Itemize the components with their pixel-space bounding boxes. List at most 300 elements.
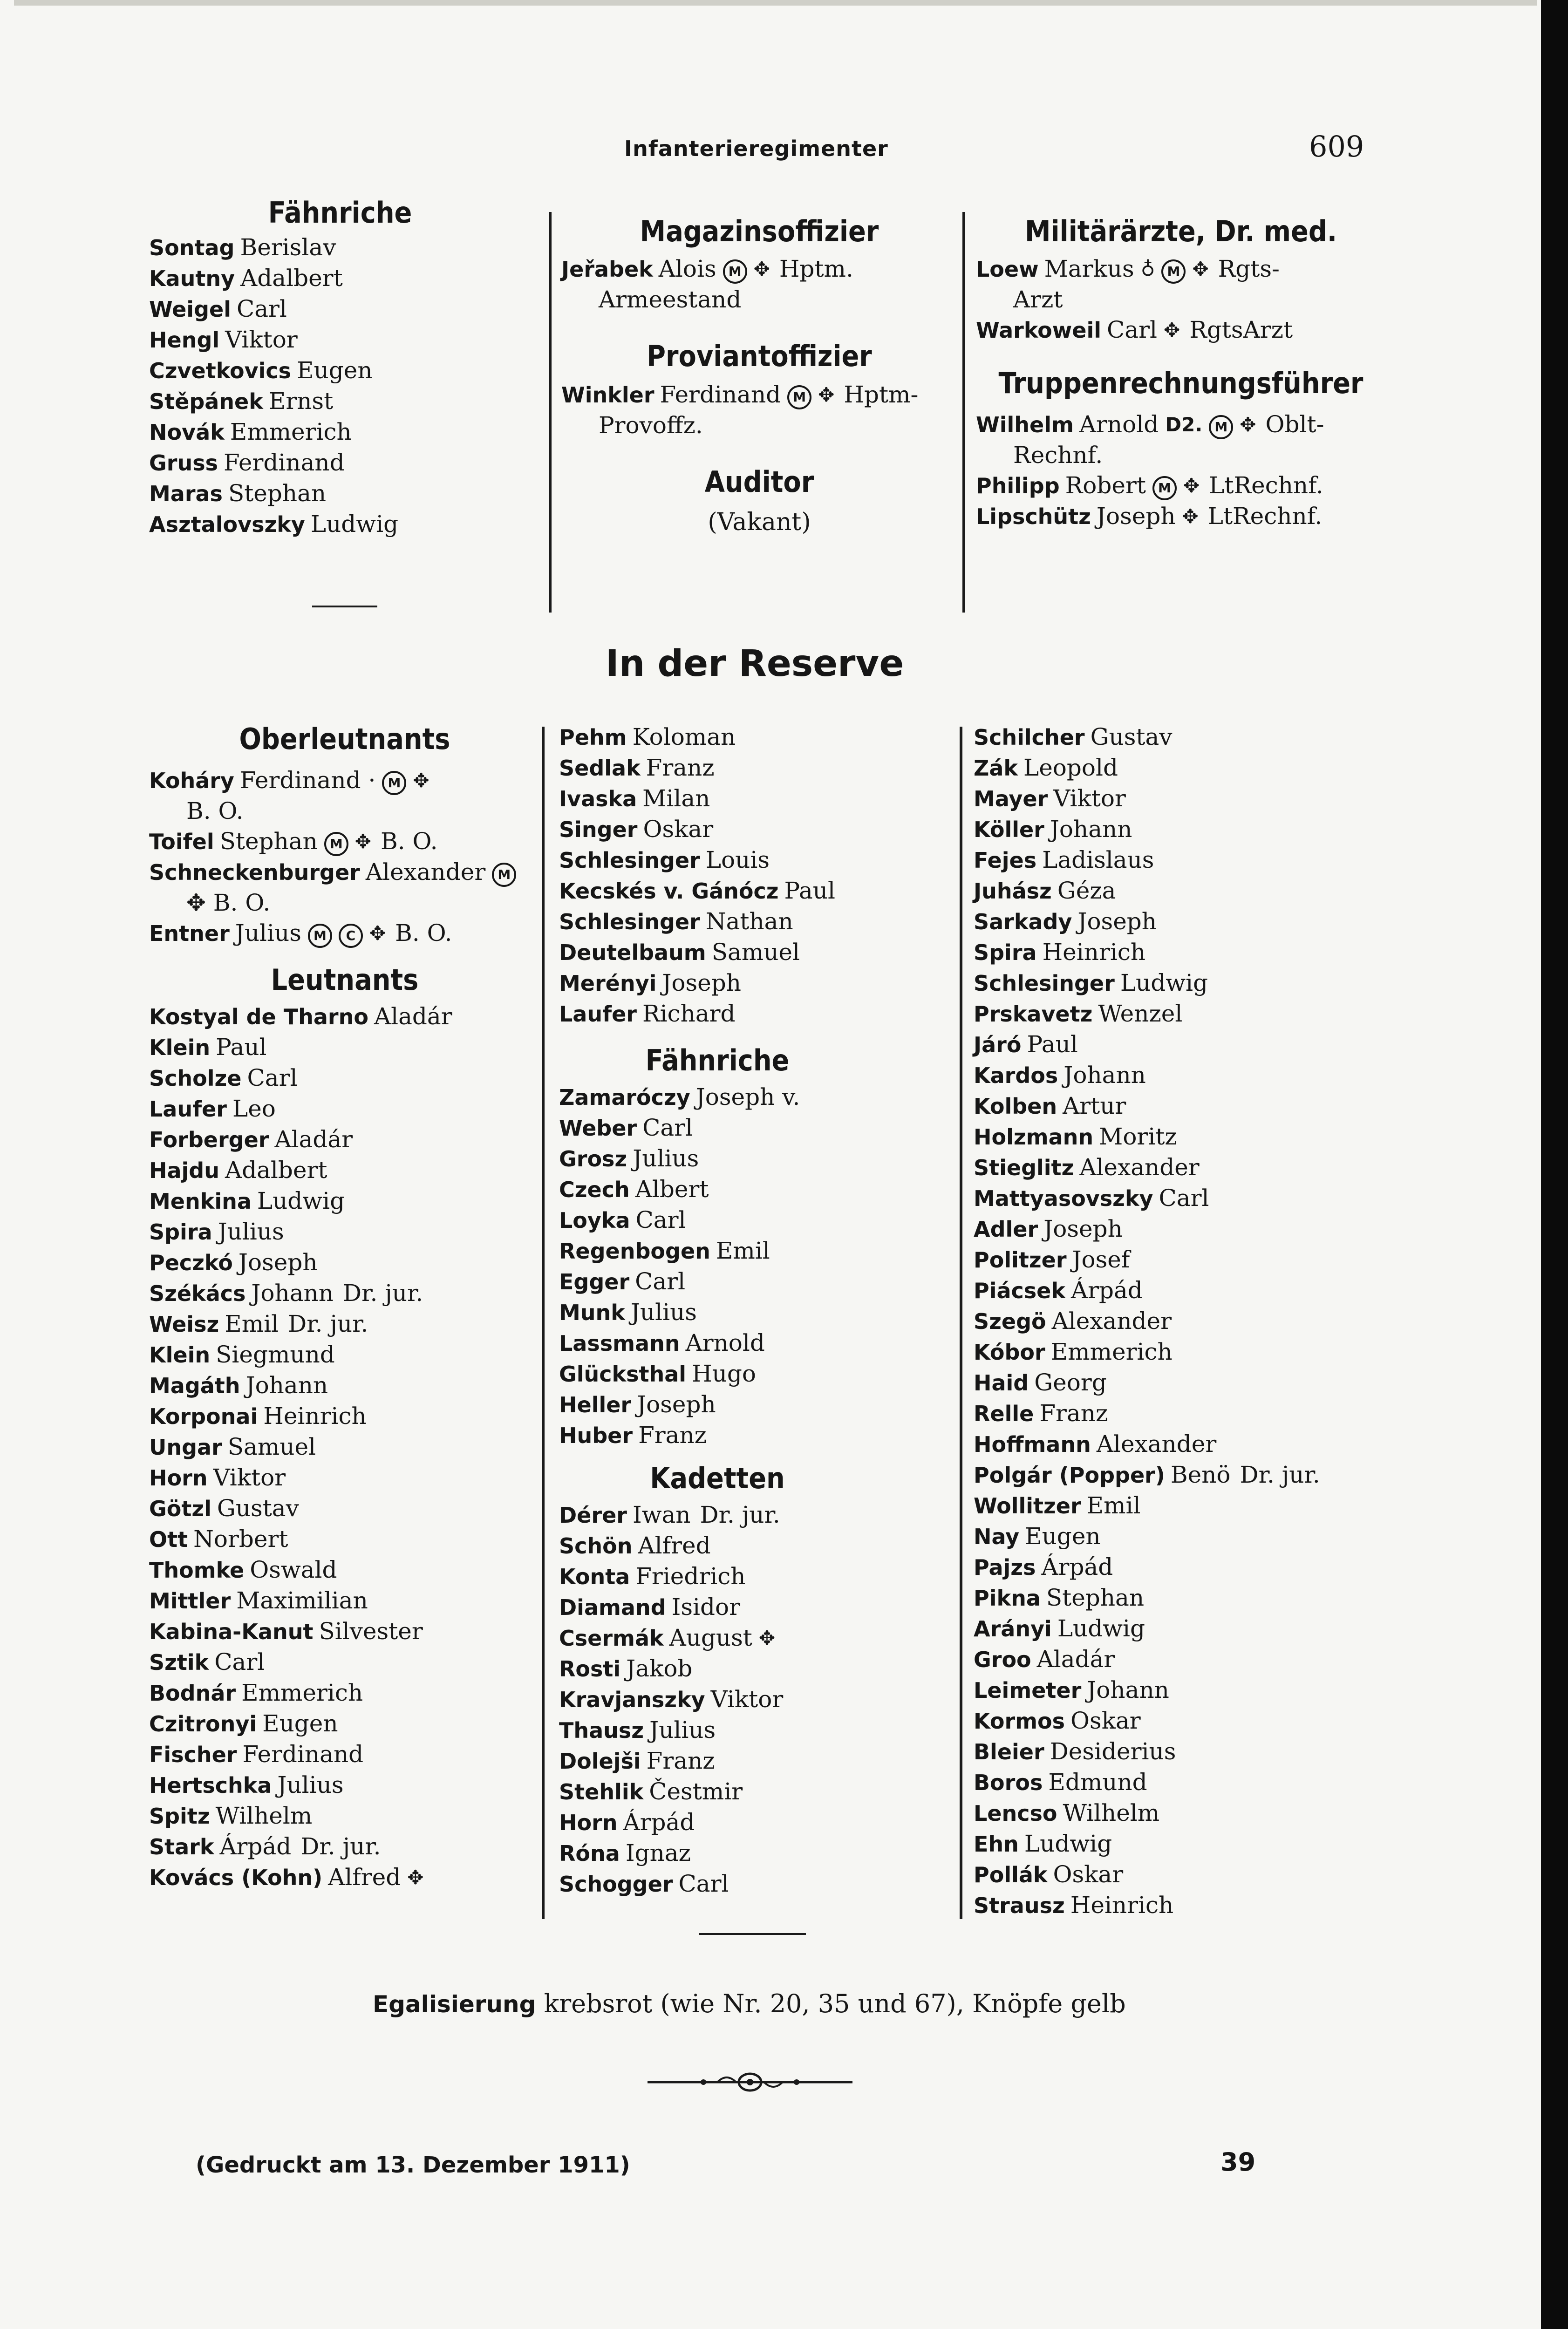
given-name: Paul bbox=[784, 877, 835, 904]
list-item bbox=[149, 1586, 540, 1616]
given-name: Oswald bbox=[250, 1556, 337, 1583]
given-name: Josef bbox=[1072, 1246, 1130, 1273]
surname: Pehm bbox=[559, 725, 627, 750]
list-item bbox=[149, 1678, 540, 1709]
given-name: Albert bbox=[635, 1176, 709, 1203]
list-item bbox=[974, 1737, 1393, 1767]
reserve-faehnriche-heading: Fähnriche bbox=[645, 1043, 790, 1077]
cross-icon: ✥ bbox=[369, 922, 386, 945]
list-item bbox=[559, 1328, 950, 1359]
list-item bbox=[559, 1082, 950, 1113]
given-name: Stephan bbox=[1046, 1584, 1145, 1611]
given-name: Adalbert bbox=[240, 265, 343, 292]
rank: Oblt- bbox=[1265, 411, 1324, 438]
list-item bbox=[149, 765, 540, 826]
given-name: Árpád bbox=[219, 1833, 292, 1860]
given-name: Franz bbox=[646, 754, 715, 781]
surname: Járó bbox=[974, 1032, 1022, 1057]
given-name: Edmund bbox=[1048, 1769, 1147, 1796]
proviantoffizier-list bbox=[561, 380, 957, 441]
cross-icon: ✥ bbox=[1163, 319, 1180, 341]
reserve-middle-column bbox=[559, 722, 950, 1900]
given-name: Aladár bbox=[1036, 1646, 1115, 1673]
list-item bbox=[559, 1838, 950, 1869]
surname: Diamand bbox=[559, 1595, 666, 1620]
surname: Pajzs bbox=[974, 1555, 1036, 1580]
surname: Prskavetz bbox=[974, 1001, 1093, 1027]
surname: Rosti bbox=[559, 1656, 621, 1682]
surname: Laufer bbox=[149, 1096, 227, 1122]
surname: Warkoweil bbox=[976, 318, 1102, 343]
surname: Köller bbox=[974, 817, 1044, 842]
surname: Konta bbox=[559, 1564, 630, 1589]
leutnants-continued-list bbox=[559, 722, 950, 1029]
surname: Sontag bbox=[149, 235, 235, 260]
surname: Laufer bbox=[559, 1001, 637, 1027]
list-item bbox=[974, 845, 1393, 876]
surname: Piácsek bbox=[974, 1278, 1065, 1303]
continuation-line: B. O. bbox=[186, 797, 244, 824]
surname: Thausz bbox=[559, 1718, 644, 1743]
surname: Novák bbox=[149, 420, 225, 445]
list-item bbox=[559, 1746, 950, 1777]
surname: Spira bbox=[149, 1219, 212, 1245]
given-name: Joseph bbox=[1043, 1215, 1123, 1242]
surname: Pikna bbox=[974, 1586, 1041, 1611]
rank: Hptm. bbox=[779, 255, 853, 282]
list-item bbox=[559, 1531, 950, 1561]
surname: Kormos bbox=[974, 1709, 1065, 1734]
surname: Wollitzer bbox=[974, 1493, 1081, 1519]
surname: Kravjanszky bbox=[559, 1687, 705, 1712]
list-item bbox=[974, 1152, 1393, 1183]
given-name: Ludwig bbox=[1120, 969, 1208, 996]
egalisierung-text: krebsrot (wie Nr. 20, 35 und 67), Knöpfe gelb bbox=[544, 1989, 1126, 2018]
surname: Stehlik bbox=[559, 1779, 644, 1805]
given-name: Čestmir bbox=[649, 1778, 743, 1805]
list-item bbox=[974, 999, 1393, 1029]
given-name: Louis bbox=[705, 846, 770, 873]
list-item bbox=[149, 1063, 540, 1094]
given-name: Emmerich bbox=[1050, 1338, 1173, 1365]
surname: Groo bbox=[974, 1647, 1031, 1672]
list-item bbox=[149, 826, 540, 857]
surname: Schneckenburger bbox=[149, 860, 360, 885]
surname: Boros bbox=[974, 1770, 1043, 1795]
given-name: Carl bbox=[1107, 316, 1157, 343]
given-name: Maximilian bbox=[236, 1587, 368, 1614]
surname: Thomke bbox=[149, 1558, 245, 1583]
list-item bbox=[974, 1583, 1393, 1614]
list-item bbox=[149, 1647, 540, 1678]
list-item bbox=[559, 968, 950, 999]
list-item bbox=[974, 1491, 1393, 1521]
surname: Stark bbox=[149, 1834, 214, 1859]
given-name: Emmerich bbox=[230, 418, 352, 445]
surname: Leimeter bbox=[974, 1678, 1082, 1703]
surname: Schön bbox=[559, 1533, 633, 1559]
running-head: Infanterieregimenter bbox=[624, 136, 888, 161]
rank: Dr. jur. bbox=[300, 1833, 381, 1860]
given-name: Carl bbox=[1159, 1185, 1209, 1212]
list-item bbox=[149, 1370, 540, 1401]
given-name: Richard bbox=[642, 1000, 736, 1027]
surname: Philipp bbox=[976, 473, 1060, 498]
list-item bbox=[559, 1205, 950, 1236]
kadetten-heading: Kadetten bbox=[650, 1461, 785, 1495]
surname: Hertschka bbox=[149, 1773, 272, 1798]
given-name: Carl bbox=[678, 1870, 729, 1897]
list-item bbox=[974, 814, 1393, 845]
list-item bbox=[974, 1829, 1393, 1859]
given-name: Eugen bbox=[297, 357, 373, 384]
given-name: Aladár bbox=[274, 1126, 353, 1153]
given-name: Viktor bbox=[710, 1686, 784, 1713]
cross-icon: ✥ bbox=[413, 769, 429, 792]
surname: Klein bbox=[149, 1342, 211, 1368]
list-item bbox=[559, 999, 950, 1029]
list-item bbox=[974, 1183, 1393, 1214]
list-item bbox=[974, 783, 1393, 814]
surname: Lassmann bbox=[559, 1331, 680, 1356]
surname: Jeřabek bbox=[561, 257, 653, 282]
given-name: Heinrich bbox=[1070, 1892, 1174, 1919]
cross-icon: ✥ bbox=[1182, 505, 1199, 528]
militaeraerzte-list bbox=[976, 254, 1386, 346]
list-item bbox=[149, 1709, 540, 1739]
list-item bbox=[974, 1675, 1393, 1706]
proviantoffizier-heading: Proviantoffizier bbox=[647, 339, 872, 373]
surname: Sarkady bbox=[974, 909, 1072, 934]
surname: Glücksthal bbox=[559, 1362, 687, 1387]
given-name: Iwan bbox=[632, 1501, 691, 1528]
page-top-edge bbox=[14, 0, 1537, 6]
surname: Horn bbox=[149, 1465, 208, 1491]
divider bbox=[312, 606, 377, 607]
list-item bbox=[974, 968, 1393, 999]
list-item bbox=[149, 1801, 540, 1832]
faehnriche-list bbox=[149, 232, 531, 540]
medal-icon: M bbox=[1152, 476, 1177, 500]
surname: Gruss bbox=[149, 450, 218, 476]
surname: Relle bbox=[974, 1401, 1034, 1426]
list-item bbox=[559, 1592, 950, 1623]
list-item bbox=[974, 937, 1393, 968]
surname: Zák bbox=[974, 756, 1018, 781]
surname: Ivaska bbox=[559, 786, 637, 811]
surname: Ehn bbox=[974, 1832, 1019, 1857]
list-item bbox=[559, 1236, 950, 1267]
list-item bbox=[149, 1616, 540, 1647]
printed-date: (Gedruckt am 13. Dezember 1911) bbox=[196, 2152, 630, 2178]
given-name: Artur bbox=[1063, 1092, 1126, 1119]
surname: Czitronyi bbox=[149, 1711, 257, 1737]
surname: Forberger bbox=[149, 1127, 269, 1152]
given-name: Emmerich bbox=[241, 1679, 363, 1706]
given-name: Ludwig bbox=[1024, 1830, 1112, 1857]
given-name: Ludwig bbox=[310, 511, 399, 538]
given-name: Franz bbox=[638, 1422, 707, 1449]
surname: Ungar bbox=[149, 1435, 222, 1460]
surname: Schogger bbox=[559, 1872, 673, 1897]
surname: Peczkó bbox=[149, 1250, 233, 1275]
sheet-number: 39 bbox=[1220, 2147, 1256, 2177]
oberleutnants-heading: Oberleutnants bbox=[239, 722, 450, 756]
given-name: August bbox=[669, 1624, 752, 1651]
medal-icon: M bbox=[1161, 259, 1186, 284]
surname: Nay bbox=[974, 1524, 1020, 1549]
given-name: Koloman bbox=[632, 723, 736, 750]
surname: Hoffmann bbox=[974, 1432, 1091, 1457]
surname: Schilcher bbox=[974, 725, 1085, 750]
given-name: Gustav bbox=[217, 1495, 299, 1522]
list-item bbox=[974, 1614, 1393, 1644]
list-item bbox=[974, 1029, 1393, 1060]
list-item bbox=[559, 1500, 950, 1531]
surname: Sztik bbox=[149, 1650, 209, 1675]
surname: Stěpánek bbox=[149, 389, 263, 414]
list-item bbox=[149, 478, 531, 509]
surname: Loew bbox=[976, 257, 1039, 282]
given-name: Carl bbox=[642, 1114, 693, 1141]
surname: Fejes bbox=[974, 848, 1037, 873]
given-name: Franz bbox=[1039, 1400, 1108, 1427]
given-name: Milan bbox=[642, 785, 710, 812]
rank: Hptm- bbox=[844, 381, 919, 408]
given-name: Friedrich bbox=[635, 1563, 746, 1590]
given-name: Silvester bbox=[319, 1618, 423, 1645]
list-item bbox=[976, 501, 1386, 532]
column-rule bbox=[960, 727, 962, 1919]
cross-icon: ✥ bbox=[1192, 258, 1209, 280]
given-name: Oskar bbox=[1070, 1707, 1141, 1734]
list-item bbox=[974, 1398, 1393, 1429]
list-item bbox=[559, 1715, 950, 1746]
rank: RgtsArzt bbox=[1189, 316, 1293, 343]
list-item bbox=[149, 1862, 540, 1893]
list-item bbox=[974, 1552, 1393, 1583]
list-item bbox=[149, 386, 531, 417]
surname: Kabina-Kanut bbox=[149, 1619, 314, 1644]
given-name: Joseph bbox=[637, 1391, 716, 1418]
surname: Götzl bbox=[149, 1496, 211, 1521]
given-name: Leo bbox=[232, 1095, 276, 1122]
given-name: Ignaz bbox=[625, 1839, 691, 1866]
surname: Entner bbox=[149, 921, 230, 946]
rank: B. O. bbox=[395, 919, 452, 947]
list-item bbox=[559, 1174, 950, 1205]
given-name: Moritz bbox=[1099, 1123, 1177, 1150]
top-middle-column bbox=[561, 214, 957, 536]
given-name: Ferdinand bbox=[242, 1741, 364, 1768]
list-item bbox=[149, 1247, 540, 1278]
list-item bbox=[559, 1359, 950, 1389]
given-name: Carl bbox=[247, 1064, 298, 1091]
surname: Czech bbox=[559, 1177, 630, 1202]
surname: Hengl bbox=[149, 327, 220, 353]
medal-icon: M bbox=[382, 771, 406, 795]
surname: Dolejši bbox=[559, 1749, 641, 1774]
given-name: Géza bbox=[1057, 877, 1116, 904]
surname: Deutelbaum bbox=[559, 940, 706, 965]
surname: Ott bbox=[149, 1527, 188, 1552]
given-name: Alois bbox=[658, 255, 716, 282]
given-name: Carl bbox=[635, 1206, 686, 1233]
given-name: Nathan bbox=[705, 908, 793, 935]
rank: LtRechnf. bbox=[1207, 503, 1323, 530]
surname: Kautny bbox=[149, 266, 235, 291]
surname: Bodnár bbox=[149, 1681, 236, 1706]
surname: Csermák bbox=[559, 1626, 664, 1651]
surname: Hajdu bbox=[149, 1158, 219, 1183]
given-name: Benö bbox=[1170, 1461, 1231, 1488]
given-name: Árpád bbox=[1041, 1553, 1113, 1580]
given-name: Johann bbox=[245, 1372, 328, 1399]
given-name: Eugen bbox=[262, 1710, 338, 1737]
surname: Mayer bbox=[974, 786, 1048, 811]
surname: Schlesinger bbox=[559, 909, 700, 934]
surname: Zamaróczy bbox=[559, 1085, 690, 1110]
surname: Loyka bbox=[559, 1208, 630, 1233]
rank: LtRechnf. bbox=[1209, 472, 1323, 499]
surname: Róna bbox=[559, 1841, 620, 1866]
list-item bbox=[559, 783, 950, 814]
given-name: Ferdinand bbox=[223, 449, 345, 476]
list-item bbox=[559, 722, 950, 753]
list-item bbox=[149, 325, 531, 355]
list-item bbox=[559, 1623, 950, 1654]
surname: Székács bbox=[149, 1281, 246, 1306]
surname: Weigel bbox=[149, 297, 231, 322]
given-name: Ludwig bbox=[257, 1187, 345, 1214]
list-item bbox=[974, 1460, 1393, 1491]
given-name: Viktor bbox=[225, 326, 298, 353]
list-item bbox=[561, 380, 957, 441]
given-name: Julius bbox=[633, 1145, 699, 1172]
continuation-line: ✥ B. O. bbox=[186, 889, 271, 916]
list-item bbox=[974, 1767, 1393, 1798]
given-name: Julius bbox=[218, 1218, 284, 1245]
given-name: Heinrich bbox=[263, 1403, 367, 1430]
rank: Rgts- bbox=[1218, 255, 1280, 282]
given-name: Johann bbox=[1087, 1676, 1169, 1703]
surname: Munk bbox=[559, 1300, 625, 1325]
given-name: Samuel bbox=[227, 1433, 316, 1460]
given-name: Stephan bbox=[219, 828, 318, 855]
surname: Spira bbox=[974, 940, 1037, 965]
surname: Mittler bbox=[149, 1588, 231, 1614]
medal-icon: M bbox=[324, 832, 348, 856]
ornament-divider-icon bbox=[648, 2068, 852, 2096]
surname: Fischer bbox=[149, 1742, 237, 1767]
list-item bbox=[149, 355, 531, 386]
truppenrechnungsfuehrer-list bbox=[976, 409, 1386, 532]
kadetten-list bbox=[559, 1500, 950, 1900]
list-item bbox=[974, 1245, 1393, 1275]
list-item bbox=[976, 409, 1386, 470]
list-item bbox=[149, 1309, 540, 1340]
given-name: Julius bbox=[630, 1299, 697, 1326]
cross-icon: ✥ bbox=[818, 383, 835, 406]
cross-icon: ✥ bbox=[355, 830, 371, 853]
surname: Kóbor bbox=[974, 1340, 1045, 1365]
list-item bbox=[559, 1267, 950, 1297]
continuation-line: Armeestand bbox=[599, 286, 742, 313]
list-item bbox=[149, 1432, 540, 1463]
page-right-edge-bar bbox=[1541, 0, 1568, 2329]
list-item bbox=[976, 315, 1386, 346]
surname: Holzmann bbox=[974, 1124, 1094, 1150]
surname: Kovács (Kohn) bbox=[149, 1865, 323, 1890]
top-right-column bbox=[976, 214, 1386, 532]
militaeraerzte-heading: Militärärzte, Dr. med. bbox=[1024, 214, 1337, 248]
medal-icon: M bbox=[787, 385, 811, 409]
list-item bbox=[149, 1217, 540, 1247]
surname: Regenbogen bbox=[559, 1239, 710, 1264]
given-name: Ferdinand · bbox=[239, 767, 376, 794]
rank: Dr. jur. bbox=[1240, 1461, 1320, 1488]
given-name: Leopold bbox=[1023, 754, 1118, 781]
medal-icon: C bbox=[339, 924, 363, 948]
list-item bbox=[974, 722, 1393, 753]
given-name: Árpád bbox=[1070, 1277, 1143, 1304]
column-rule bbox=[962, 212, 965, 613]
given-name: Jakob bbox=[626, 1655, 693, 1682]
given-name: Isidor bbox=[671, 1594, 741, 1621]
continuation-line: Rechnf. bbox=[1013, 442, 1103, 469]
given-name: Adalbert bbox=[225, 1157, 327, 1184]
list-item bbox=[149, 1094, 540, 1124]
given-name: Johann bbox=[251, 1280, 334, 1307]
given-name: Norbert bbox=[193, 1525, 288, 1553]
list-item bbox=[559, 753, 950, 783]
surname: Menkina bbox=[149, 1189, 252, 1214]
given-name: Eugen bbox=[1025, 1523, 1101, 1550]
list-item bbox=[974, 1429, 1393, 1460]
given-name: Ernst bbox=[268, 388, 334, 415]
surname: Weisz bbox=[149, 1312, 219, 1337]
decoration-icon: ♁ bbox=[1140, 258, 1155, 280]
given-name: Carl bbox=[214, 1648, 265, 1675]
cross-icon: ✥ bbox=[407, 1866, 424, 1889]
list-item bbox=[149, 1493, 540, 1524]
given-name: Joseph bbox=[238, 1249, 318, 1276]
given-name: Alexander bbox=[1051, 1308, 1172, 1335]
list-item bbox=[559, 1561, 950, 1592]
given-name: Alexander bbox=[1079, 1154, 1200, 1181]
list-item bbox=[976, 254, 1386, 315]
surname: Arányi bbox=[974, 1616, 1052, 1641]
given-name: Arnold bbox=[685, 1329, 765, 1356]
given-name: Desiderius bbox=[1050, 1738, 1176, 1765]
surname: Egger bbox=[559, 1269, 630, 1294]
given-name: Viktor bbox=[213, 1464, 286, 1491]
given-name: Ludwig bbox=[1057, 1615, 1145, 1642]
magazinsoffizier-list bbox=[561, 254, 957, 315]
list-item bbox=[974, 1060, 1393, 1091]
surname: Horn bbox=[559, 1810, 618, 1835]
list-item bbox=[149, 1401, 540, 1432]
top-left-column bbox=[149, 196, 531, 540]
surname: Asztalovszky bbox=[149, 512, 305, 537]
surname: Scholze bbox=[149, 1066, 242, 1091]
surname: Winkler bbox=[561, 382, 654, 408]
kadetten-continued-list bbox=[974, 722, 1393, 1921]
given-name: Robert bbox=[1065, 472, 1146, 499]
surname: Huber bbox=[559, 1423, 633, 1448]
list-item bbox=[974, 876, 1393, 906]
list-item bbox=[149, 1124, 540, 1155]
